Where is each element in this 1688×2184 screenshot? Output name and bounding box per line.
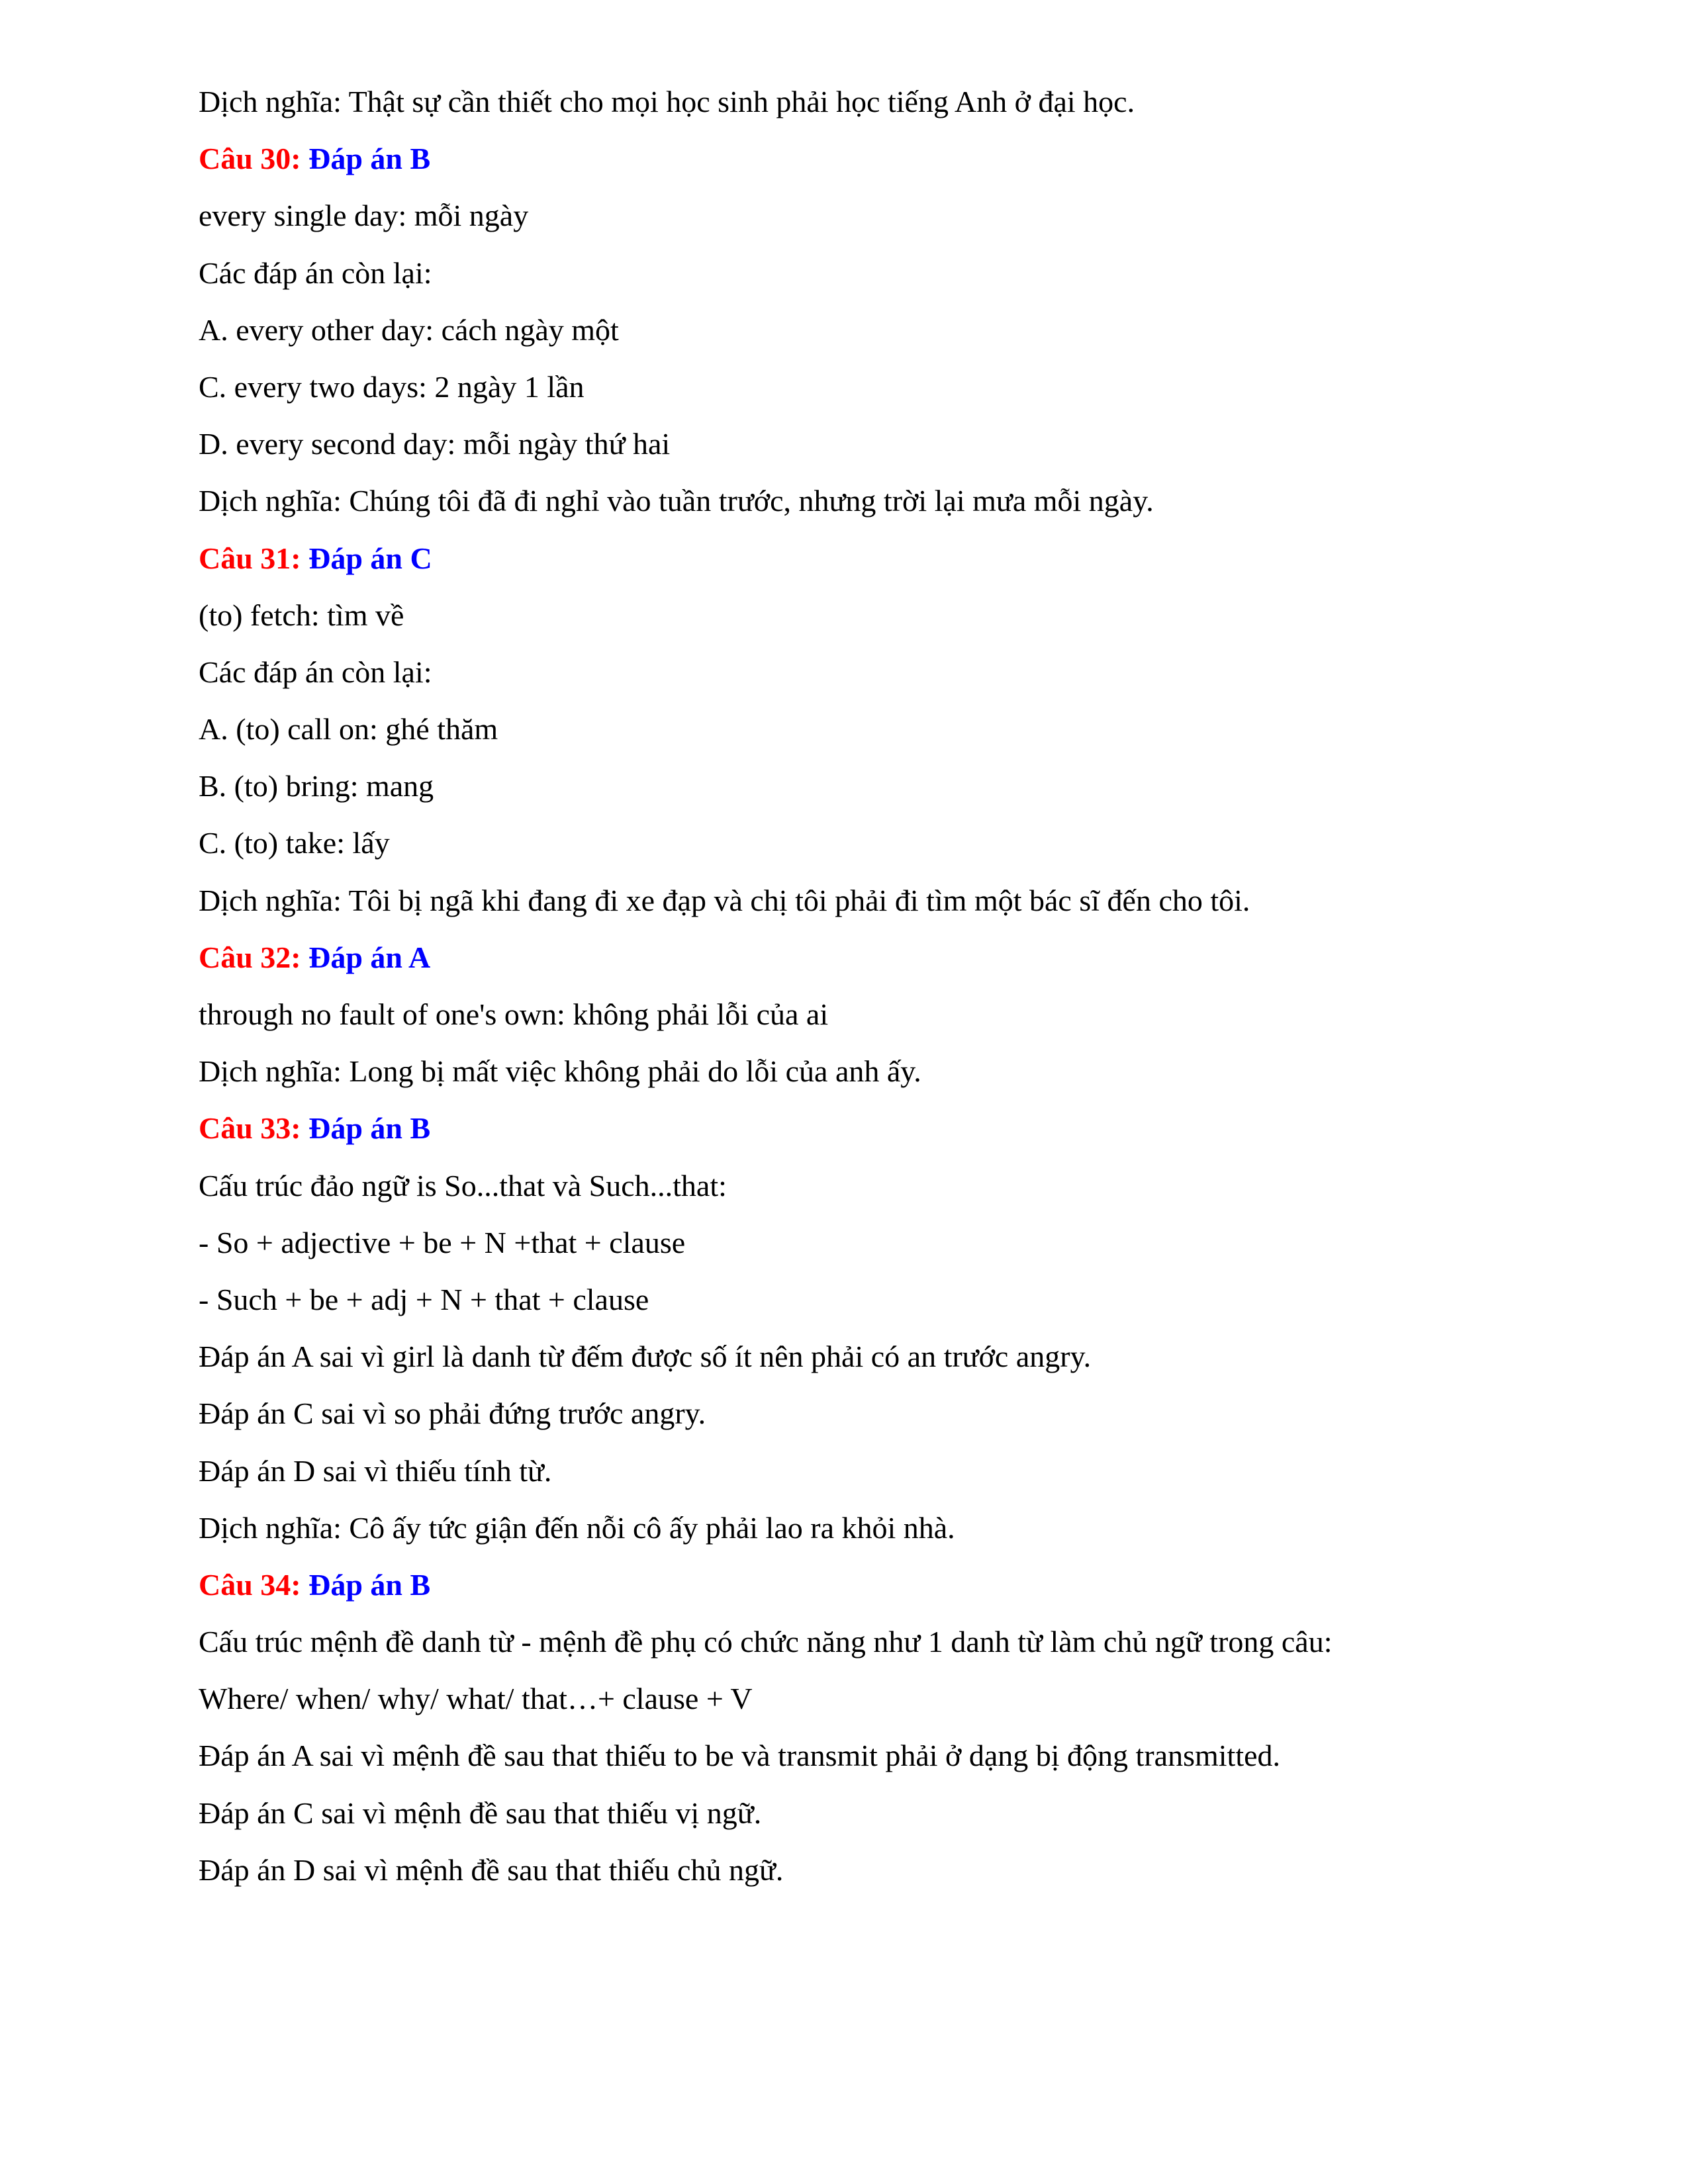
answer-key-content [199,73,1523,1899]
explanation-line: Dịch nghĩa: Cô ấy tức giận đến nỗi cô ấy phải lao ra khỏi nhà. [199,1510,955,1545]
explanation-line: - So + adjective + be + N +that + clause [199,1225,686,1259]
explanation-line: Cấu trúc mệnh đề danh từ - mệnh đề phụ có chức năng như 1 danh từ làm chủ ngữ trong câu: [199,1625,1333,1659]
explanation-line: every single day: mỗi ngày [199,199,529,233]
question-number: Câu 30: [199,142,301,176]
explanation-line: Đáp án C sai vì mệnh đề sau that thiếu vị ngữ. [199,1796,762,1830]
answer-label: Đáp án B [308,142,431,176]
explanation-line: D. every second day: mỗi ngày thứ hai [199,427,671,461]
question-number: Câu 34: [199,1567,301,1602]
question-number: Câu 33: [199,1111,301,1146]
explanation-line: Đáp án D sai vì thiếu tính từ. [199,1453,552,1488]
answer-label: Đáp án B [308,1567,431,1602]
question-heading [199,1100,1523,1157]
question-heading [199,929,1523,986]
explanation-line: - Such + be + adj + N + that + clause [199,1282,649,1316]
explanation-line: Where/ when/ why/ what/ that…+ clause + V [199,1682,753,1716]
explanation-line: A. (to) call on: ghé thăm [199,712,498,747]
explanation-line: B. (to) bring: mang [199,769,434,803]
explanation-line: C. every two days: 2 ngày 1 lần [199,369,585,404]
explanation-line: A. every other day: cách ngày một [199,312,619,347]
question-heading [199,130,1523,187]
explanation-line: Dịch nghĩa: Chúng tôi đã đi nghỉ vào tuần trước, nhưng trời lại mưa mỗi ngày. [199,484,1154,518]
explanation-line: Dịch nghĩa: Thật sự cần thiết cho mọi học sinh phải học tiếng Anh ở đại học. [199,85,1135,118]
explanation-line: Đáp án D sai vì mệnh đề sau that thiếu chủ ngữ. [199,1852,784,1887]
question-heading [199,530,1523,587]
explanation-line: Đáp án A sai vì mệnh đề sau that thiếu to be và transmit phải ở dạng bị động transmitted. [199,1739,1281,1773]
explanation-line: (to) fetch: tìm về [199,598,404,632]
explanation-line: Đáp án C sai vì so phải đứng trước angry. [199,1396,706,1431]
explanation-line: Dịch nghĩa: Long bị mất việc không phải do lỗi của anh ấy. [199,1054,921,1089]
question-heading [199,1557,1523,1614]
explanation-line: C. (to) take: lấy [199,826,390,860]
explanation-line: Dịch nghĩa: Tôi bị ngã khi đang đi xe đạp và chị tôi phải đi tìm một bác sĩ đến cho tôi. [199,883,1250,917]
answer-label: Đáp án B [308,1111,431,1146]
explanation-line: Cấu trúc đảo ngữ is So...that và Such...that: [199,1168,727,1203]
explanation-line: through no fault of one's own: không phải lỗi của ai [199,997,829,1031]
question-number: Câu 32: [199,940,301,974]
answer-label: Đáp án A [308,940,431,974]
question-number: Câu 31: [199,541,301,575]
explanation-line: Các đáp án còn lại: [199,655,432,689]
explanation-line: Các đáp án còn lại: [199,255,432,290]
explanation-line: Đáp án A sai vì girl là danh từ đếm được số ít nên phải có an trước angry. [199,1340,1092,1374]
answer-label: Đáp án C [308,541,432,575]
